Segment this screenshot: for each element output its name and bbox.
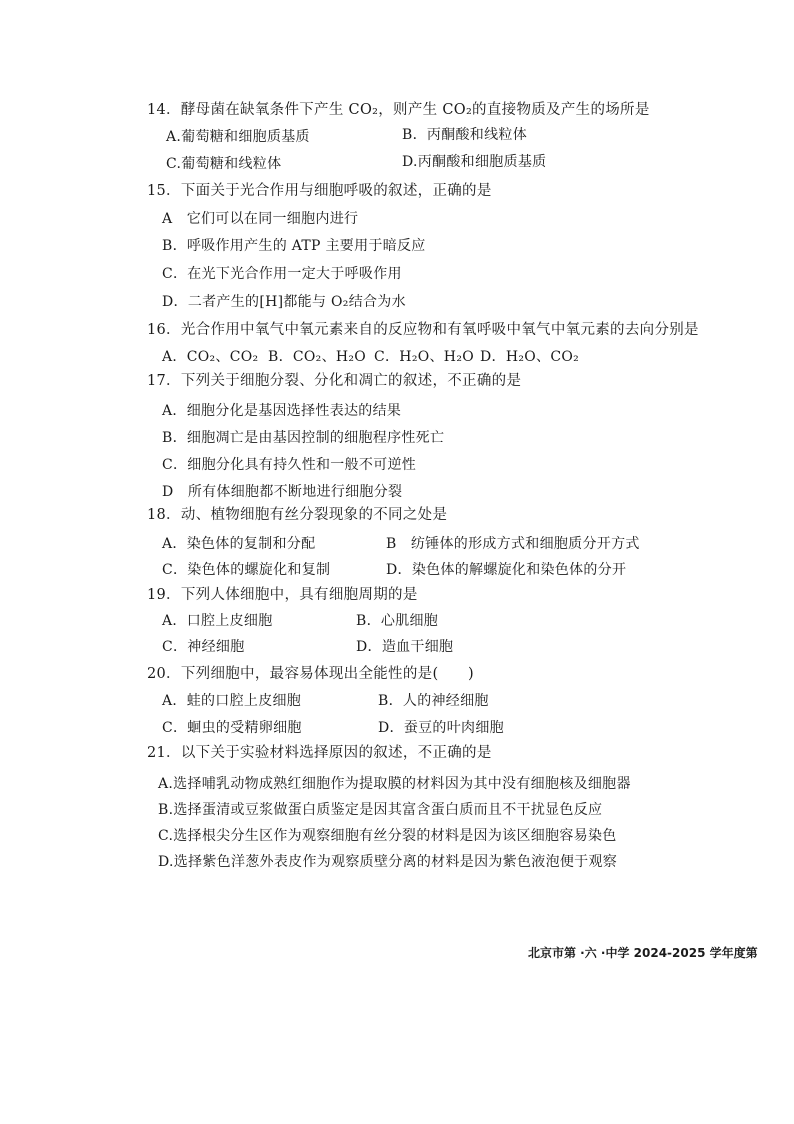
question-17-option-b: B．细胞凋亡是由基因控制的细胞程序性死亡	[162, 430, 445, 446]
page-footer: 北京市第 ·六 ·中学 2024-2025 学年度第	[528, 946, 758, 960]
question-15-option-c: C．在光下光合作用一定大于呼吸作用	[162, 266, 402, 282]
question-19-option-b: B．心肌细胞	[356, 613, 439, 629]
question-14-stem: 14．酵母菌在缺氧条件下产生 CO₂，则产生 CO₂的直接物质及产生的场所是	[147, 102, 650, 118]
question-16-stem: 16．光合作用中氧气中氧元素来自的反应物和有氧呼吸中氧气中氧元素的去向分别是	[147, 322, 699, 338]
question-15-stem: 15．下面关于光合作用与细胞呼吸的叙述，正确的是	[147, 183, 492, 199]
question-19-stem: 19．下列人体细胞中，具有细胞周期的是	[147, 587, 418, 603]
question-20-option-d: D．蚕豆的叶肉细胞	[378, 720, 504, 736]
question-18-stem: 18．动、植物细胞有丝分裂现象的不同之处是	[147, 507, 448, 523]
question-21-option-b: B.选择蛋清或豆浆做蛋白质鉴定是因其富含蛋白质而且不干扰显色反应	[158, 802, 603, 818]
question-16-option-d: D．H₂O、CO₂	[480, 349, 580, 365]
question-17-stem: 17．下列关于细胞分裂、分化和凋亡的叙述，不正确的是	[147, 373, 522, 389]
question-19-option-d: D．造血干细胞	[356, 639, 454, 655]
question-18-option-a: A．染色体的复制和分配	[162, 536, 316, 552]
question-20-stem: 20．下列细胞中，最容易体现出全能性的是( )	[147, 666, 474, 682]
question-14-option-b: B．丙酮酸和线粒体	[402, 127, 527, 143]
question-21-option-d: D.选择紫色洋葱外表皮作为观察质壁分离的材料是因为紫色液泡便于观察	[158, 854, 618, 870]
question-15-option-d: D．二者产生的[H]都能与 O₂结合为水	[162, 294, 406, 310]
question-17-option-d: D 所有体细胞都不断地进行细胞分裂	[162, 484, 403, 500]
question-17-option-a: A．细胞分化是基因选择性表达的结果	[162, 403, 402, 419]
question-15-option-a: A 它们可以在同一细胞内进行	[162, 211, 359, 227]
question-18-option-d: D．染色体的解螺旋化和染色体的分开	[386, 562, 627, 578]
question-20-option-b: B．人的神经细胞	[378, 693, 489, 709]
question-16-option-a: A．CO₂、CO₂	[162, 349, 259, 365]
question-14-option-c: C.葡萄糖和线粒体	[166, 156, 282, 172]
question-19-option-c: C．神经细胞	[162, 639, 245, 655]
question-20-option-a: A．蛙的口腔上皮细胞	[162, 693, 302, 709]
question-20-option-c: C．蛔虫的受精卵细胞	[162, 720, 302, 736]
question-15-option-b: B．呼吸作用产生的 ATP 主要用于暗反应	[162, 238, 426, 254]
question-17-option-c: C．细胞分化具有持久性和一般不可逆性	[162, 457, 417, 473]
question-21-option-a: A.选择哺乳动物成熟红细胞作为提取膜的材料因为其中没有细胞核及细胞器	[158, 776, 631, 792]
question-14-option-d: D.丙酮酸和细胞质基质	[402, 154, 547, 170]
question-21-option-c: C.选择根尖分生区作为观察细胞有丝分裂的材料是因为该区细胞容易染色	[158, 828, 617, 844]
question-21-stem: 21．以下关于实验材料选择原因的叙述，不正确的是	[147, 745, 492, 761]
question-18-option-c: C．染色体的螺旋化和复制	[162, 562, 331, 578]
question-14-option-a: A.葡萄糖和细胞质基质	[166, 129, 310, 145]
question-19-option-a: A．口腔上皮细胞	[162, 613, 273, 629]
question-16-option-b: B．CO₂、H₂O	[268, 349, 367, 365]
question-16-option-c: C．H₂O、H₂O	[374, 349, 475, 365]
question-18-option-b: B 纺锤体的形成方式和细胞质分开方式	[386, 536, 640, 552]
